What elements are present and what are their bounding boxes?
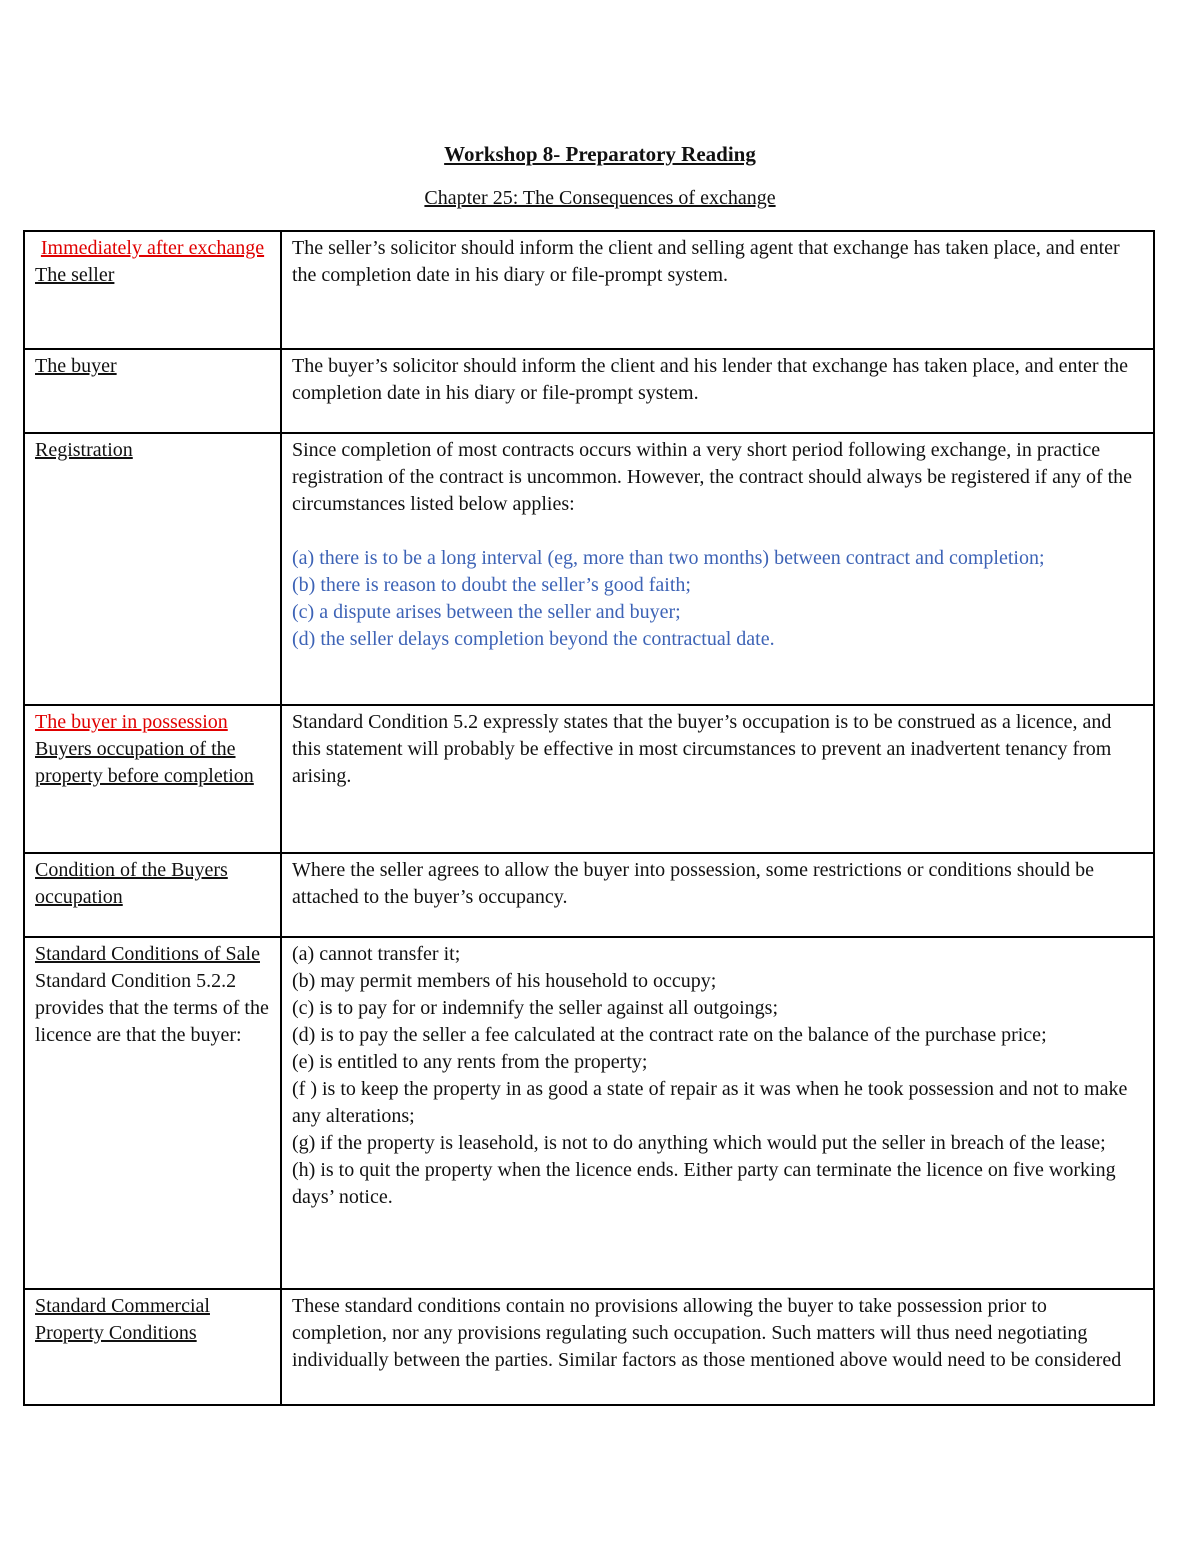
document-title: Workshop 8- Preparatory Reading <box>444 142 756 166</box>
row-content-cell <box>281 1289 1154 1405</box>
row-text: The buyer’s solicitor should inform the client and his lender that exchange has taken place, and enter the completion date in his diary or file-prompt system. <box>292 355 1129 404</box>
list-item: (d) the seller delays completion beyond the contractual date. <box>292 628 775 650</box>
list-item: (b) there is reason to doubt the seller’s good faith; <box>292 574 691 596</box>
row-content-cell <box>281 231 1154 349</box>
row-content-cell <box>281 705 1154 853</box>
row-text: These standard conditions contain no provisions allowing the buyer to take possession prior to completion, nor any provisions regulating such occupation. Such matters will thus need negotiating individually between the parties. Similar factors as those mentioned above would need to be considered <box>292 1295 1122 1371</box>
row-heading-cell <box>24 231 281 349</box>
row-label: Standard Conditions of Sale <box>35 943 260 965</box>
row-heading-cell <box>24 433 281 705</box>
table-row-condition <box>24 853 1154 937</box>
table-row-commercial <box>24 1289 1154 1405</box>
row-text: Since completion of most contracts occurs within a very short period following exchange, in practice registration of the contract is uncommon. However, the contract should always be registered if any of the circumstances listed below applies: <box>292 439 1133 515</box>
table-row-registration <box>24 433 1154 705</box>
section-heading: The buyer in possession <box>35 711 228 733</box>
table-row-seller <box>24 231 1154 349</box>
row-heading-cell <box>24 349 281 433</box>
list-item: (g) if the property is leasehold, is not to do anything which would put the seller in breach of the lease; <box>292 1132 1106 1154</box>
row-text: Where the seller agrees to allow the buyer into possession, some restrictions or conditions should be attached to the buyer’s occupancy. <box>292 859 1095 908</box>
list-item: (c) a dispute arises between the seller and buyer; <box>292 601 681 623</box>
section-heading: Immediately after exchange <box>40 237 265 259</box>
list-item: (b) may permit members of his household to occupy; <box>292 970 717 992</box>
row-text: The seller’s solicitor should inform the client and selling agent that exchange has taken place, and enter the completion date in his diary or file-prompt system. <box>292 237 1120 286</box>
list-item: (c) is to pay for or indemnify the seller against all outgoings; <box>292 997 778 1019</box>
row-content-cell <box>281 433 1154 705</box>
row-text: Standard Condition 5.2 expressly states that the buyer’s occupation is to be construed as a licence, and this statement will probably be effective in most circumstances to prevent an inadvertent tenancy from arising. <box>292 711 1112 787</box>
list-item: (e) is entitled to any rents from the property; <box>292 1051 648 1073</box>
table-row-possession <box>24 705 1154 853</box>
list-item: (f ) is to keep the property in as good a state of repair as it was when he took possession and not to make any alterations; <box>292 1078 1128 1127</box>
document-subtitle: Chapter 25: The Consequences of exchange <box>424 187 776 209</box>
row-content-cell <box>281 853 1154 937</box>
row-label: Registration <box>35 439 133 461</box>
row-content-cell <box>281 349 1154 433</box>
paragraph-gap <box>292 518 1143 545</box>
list-item: (a) cannot transfer it; <box>292 943 461 965</box>
table-row-buyer <box>24 349 1154 433</box>
row-label: The buyer <box>35 355 117 377</box>
row-heading-cell <box>24 705 281 853</box>
row-heading-cell <box>24 853 281 937</box>
row-heading-cell <box>24 937 281 1289</box>
row-heading-cell <box>24 1289 281 1405</box>
row-label: The seller <box>35 264 115 286</box>
table-row-standard-conditions <box>24 937 1154 1289</box>
row-note: Standard Condition 5.2.2 provides that the terms of the licence are that the buyer: <box>35 970 269 1046</box>
list-item: (h) is to quit the property when the licence ends. Either party can terminate the licence on five working days’ notice. <box>292 1159 1116 1208</box>
consequences-table <box>23 230 1155 1406</box>
row-label: Buyers occupation of the property before completion <box>35 738 254 787</box>
list-item: (d) is to pay the seller a fee calculated at the contract rate on the balance of the purchase price; <box>292 1024 1047 1046</box>
list-item: (a) there is to be a long interval (eg, more than two months) between contract and completion; <box>292 547 1045 569</box>
row-content-cell <box>281 937 1154 1289</box>
row-label: Condition of the Buyers occupation <box>35 859 228 908</box>
row-label: Standard Commercial Property Conditions <box>35 1295 210 1344</box>
